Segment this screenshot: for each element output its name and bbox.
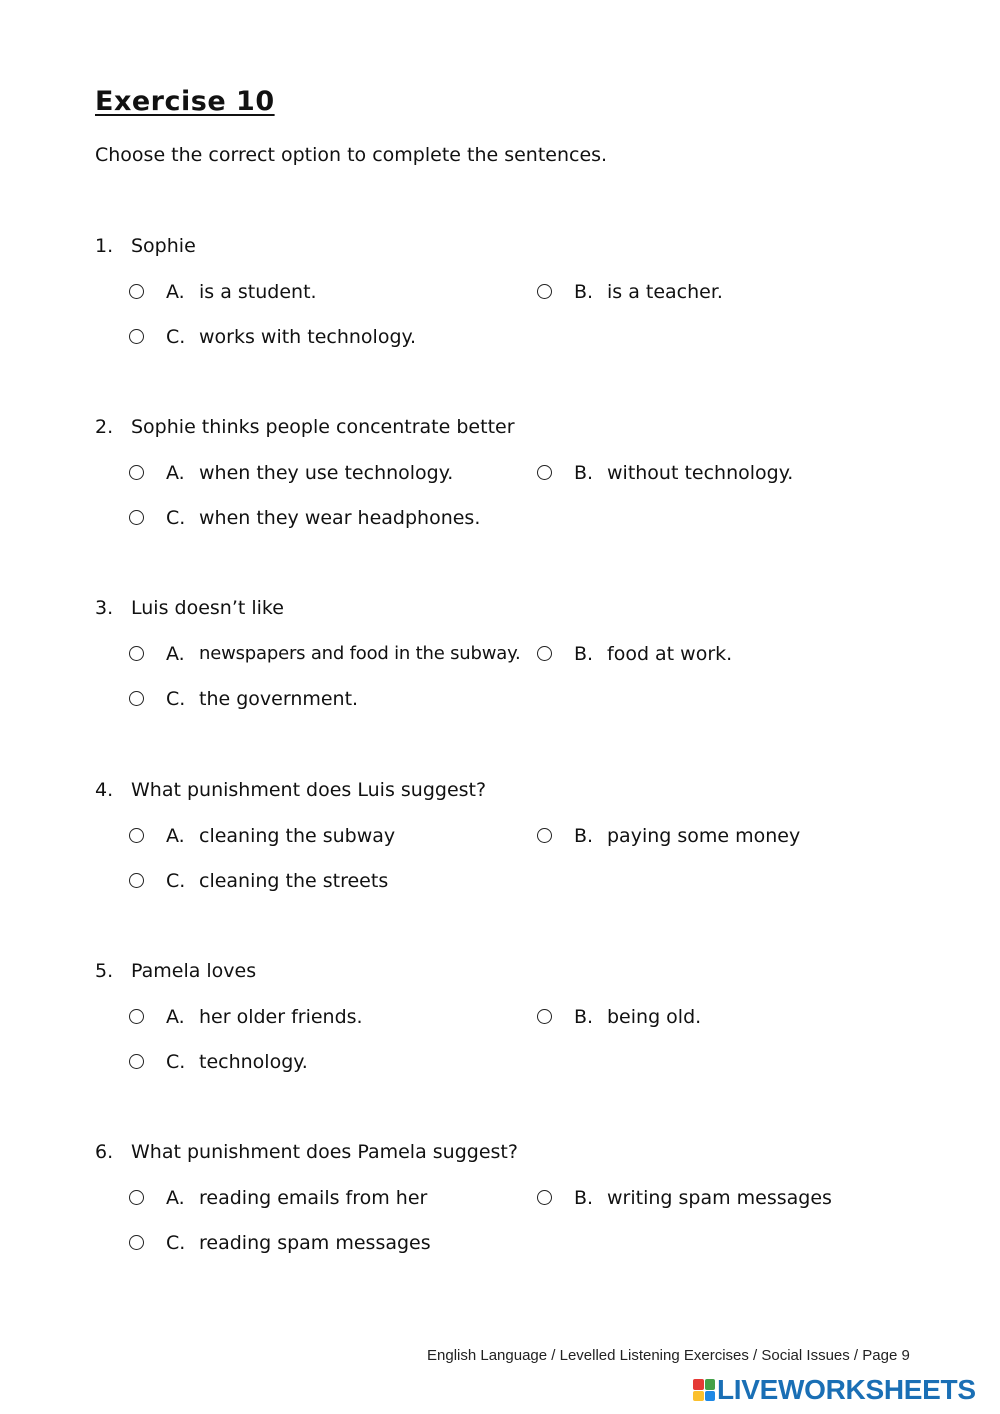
question-number: 1. <box>95 235 114 257</box>
radio-button[interactable] <box>537 646 552 661</box>
option-text: is a teacher. <box>607 281 723 303</box>
radio-button[interactable] <box>129 284 144 299</box>
question-number: 3. <box>95 597 114 619</box>
radio-button[interactable] <box>537 284 552 299</box>
option-letter: A. <box>166 281 185 303</box>
option-text: technology. <box>199 1051 308 1073</box>
option-text: newspapers and food in the subway. <box>199 643 521 664</box>
radio-button[interactable] <box>537 1190 552 1205</box>
option-text: without technology. <box>607 462 794 484</box>
exercise-title: Exercise 10 <box>95 86 275 117</box>
option-letter: B. <box>574 462 594 484</box>
option-letter: B. <box>574 1006 594 1028</box>
option-letter: A. <box>166 643 185 665</box>
option-letter: A. <box>166 1187 185 1209</box>
option-text: her older friends. <box>199 1006 363 1028</box>
option-text: paying some money <box>607 825 801 847</box>
option-text: works with technology. <box>199 326 417 348</box>
instruction-text: Choose the correct option to complete the sentences. <box>95 144 608 166</box>
option-text: the government. <box>199 688 359 710</box>
question-text: Pamela loves <box>131 960 257 982</box>
option-text: writing spam messages <box>607 1187 832 1209</box>
question-text: Sophie <box>131 235 196 257</box>
question <box>95 597 915 757</box>
question <box>95 416 915 576</box>
radio-button[interactable] <box>537 1009 552 1024</box>
option-letter: B. <box>574 281 594 303</box>
radio-button[interactable] <box>129 828 144 843</box>
option-text: cleaning the subway <box>199 825 396 847</box>
radio-button[interactable] <box>129 329 144 344</box>
option-text: being old. <box>607 1006 702 1028</box>
question <box>95 779 915 939</box>
option-letter: B. <box>574 825 594 847</box>
liveworksheets-logo-icon <box>693 1379 715 1401</box>
option-letter: C. <box>166 870 186 892</box>
radio-button[interactable] <box>129 465 144 480</box>
option-text: food at work. <box>607 643 733 665</box>
option-letter: B. <box>574 643 594 665</box>
option-letter: C. <box>166 1232 186 1254</box>
radio-button[interactable] <box>129 646 144 661</box>
logo-square-icon <box>705 1391 716 1402</box>
radio-button[interactable] <box>129 873 144 888</box>
option-text: reading emails from her <box>199 1187 428 1209</box>
logo-text: LIVEWORKSHEETS <box>717 1374 976 1405</box>
radio-button[interactable] <box>129 1235 144 1250</box>
option-text: reading spam messages <box>199 1232 431 1254</box>
option-letter: C. <box>166 688 186 710</box>
radio-button[interactable] <box>537 465 552 480</box>
radio-button[interactable] <box>129 691 144 706</box>
question-text: What punishment does Luis suggest? <box>131 779 487 801</box>
radio-button[interactable] <box>129 1190 144 1205</box>
option-text: when they use technology. <box>199 462 454 484</box>
radio-button[interactable] <box>129 510 144 525</box>
liveworksheets-logo <box>693 1375 976 1405</box>
question-text: Sophie thinks people concentrate better <box>131 416 515 438</box>
question <box>95 960 915 1120</box>
option-text: cleaning the streets <box>199 870 389 892</box>
option-letter: C. <box>166 326 186 348</box>
radio-button[interactable] <box>129 1054 144 1069</box>
logo-square-icon <box>693 1379 704 1390</box>
question-text: Luis doesn’t like <box>131 597 284 619</box>
option-letter: A. <box>166 1006 185 1028</box>
option-letter: B. <box>574 1187 594 1209</box>
question <box>95 235 915 395</box>
option-letter: C. <box>166 507 186 529</box>
question <box>95 1141 915 1301</box>
page-footer: English Language / Levelled Listening Exercises / Social Issues / Page 9 <box>427 1347 910 1364</box>
logo-square-icon <box>705 1379 716 1390</box>
question-number: 5. <box>95 960 114 982</box>
option-text: is a student. <box>199 281 317 303</box>
question-number: 2. <box>95 416 114 438</box>
question-number: 6. <box>95 1141 114 1163</box>
radio-button[interactable] <box>129 1009 144 1024</box>
option-letter: A. <box>166 462 185 484</box>
question-number: 4. <box>95 779 114 801</box>
radio-button[interactable] <box>537 828 552 843</box>
option-letter: A. <box>166 825 185 847</box>
option-text: when they wear headphones. <box>199 507 481 529</box>
question-text: What punishment does Pamela suggest? <box>131 1141 518 1163</box>
logo-square-icon <box>693 1391 704 1402</box>
option-letter: C. <box>166 1051 186 1073</box>
